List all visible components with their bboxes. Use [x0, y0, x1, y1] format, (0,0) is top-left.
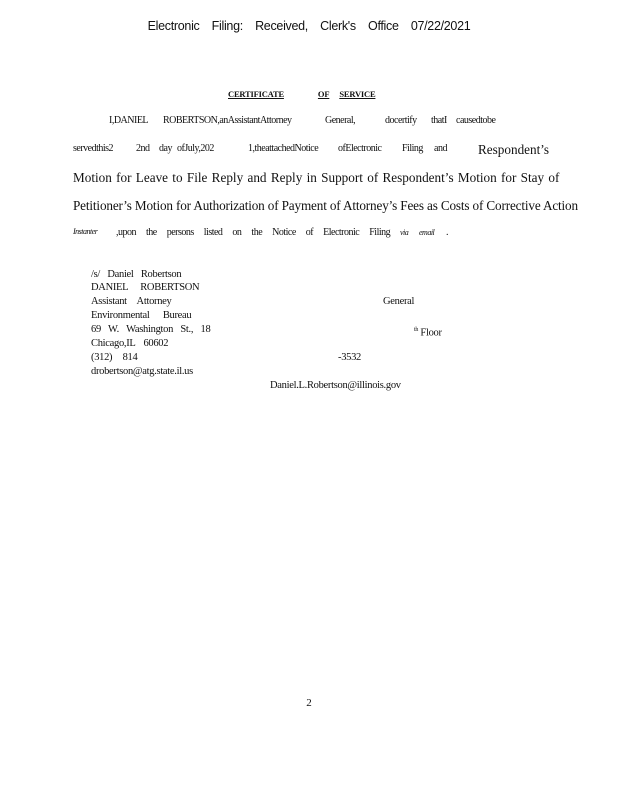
signature-title-a: Assistant Attorney — [91, 296, 172, 307]
body-line-2-w8: and — [434, 143, 447, 154]
body-line-5-email: email — [419, 228, 435, 237]
signature-address: 69 W. Washington St., 18 — [91, 324, 211, 335]
signature-name: DANIEL ROBERTSON — [91, 282, 200, 293]
body-line-1-w4: docertify — [385, 115, 417, 126]
body-line-1-w1: I,DANIEL — [109, 115, 149, 126]
body-line-5-via: via — [400, 228, 409, 237]
filing-stamp-header: Electronic Filing: Received, Clerk's Office 07/22/2021 — [147, 19, 471, 33]
body-line-2-respondent: Respondent’s — [478, 142, 550, 157]
signature-city: Chicago,IL 60602 — [91, 338, 169, 349]
body-line-2-w3: day — [159, 143, 172, 154]
signature-line: /s/ Daniel Robertson — [91, 269, 182, 280]
body-line-5-text: ,upon the persons listed on the Notice of Electronic Filing — [116, 227, 391, 238]
body-line-2-w7: Filing — [402, 143, 423, 154]
floor-word: Floor — [420, 327, 442, 339]
title-word: OF — [317, 89, 330, 99]
page-number: 2 — [306, 697, 312, 709]
body-line-2-w4: ofJuly,202 — [177, 143, 214, 154]
title-word: CERTIFICATE — [228, 89, 284, 99]
body-line-5-instanter: Instanter — [73, 227, 98, 236]
signature-phone-b: -3532 — [338, 352, 361, 363]
signature-email-1: drobertson@atg.state.il.us — [91, 366, 193, 377]
body-line-2-w6: ofElectronic — [338, 143, 382, 154]
body-line-1-w5: thatI — [431, 115, 447, 126]
body-line-3: Motion for Leave to File Reply and Reply in Support of Respondent’s Motion for Stay of — [73, 170, 560, 185]
floor-superscript: th — [414, 327, 419, 333]
body-line-4: Petitioner’s Motion for Authorization of Payment of Attorney’s Fees as Costs of Corrective Action — [73, 198, 578, 213]
body-line-1-w6: causedtobe — [456, 115, 496, 126]
body-line-1-w2: ROBERTSON,anAssistantAttorney — [163, 115, 292, 126]
signature-email-2: Daniel.L.Robertson@illinois.gov — [270, 380, 401, 391]
body-line-5-period: . — [446, 227, 448, 238]
certificate-title — [228, 89, 397, 99]
signature-floor — [414, 323, 442, 341]
body-line-2-w1: servedthis2 — [73, 143, 114, 154]
body-line-2-w2: 2nd — [136, 143, 150, 154]
title-word: SERVICE — [339, 89, 376, 99]
signature-title-b: General — [383, 296, 415, 307]
signature-phone-a: (312) 814 — [91, 352, 138, 363]
body-line-1-w3: General, — [325, 115, 356, 126]
signature-bureau: Environmental Bureau — [91, 310, 192, 321]
body-line-2-w5: 1,theattachedNotice — [248, 143, 319, 154]
